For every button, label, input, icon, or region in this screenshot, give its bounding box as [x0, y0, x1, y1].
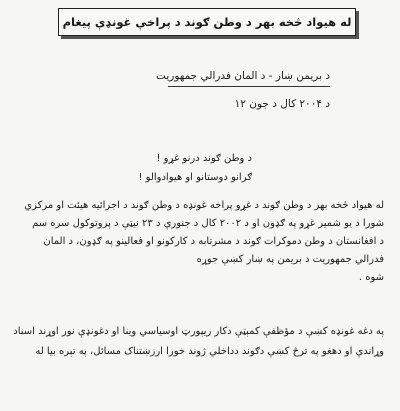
paragraph-1-line-3: د افغانستان د وطن دموکرات ګوند د مشرتابه د کارکونو او فعالینو په ګډون، د المان [43, 236, 384, 247]
paragraph-2-line-1: په دغه غونډه کښې د مؤظفې کمېټې دکار ریپورټ اوسیاسي وینا او دغونډې نور اوړند اسناد [13, 326, 384, 337]
paragraph-1-line-4: فدرالي جمهوریت د بریمن په ښار کښې جوړه [196, 254, 384, 265]
paragraph-2-line-2: وړاندې او دهغو په ترڅ کښې دګوند دداخلي ژوند خورا ارزښتناک مسائل، په تېره بیا له [35, 346, 384, 357]
paragraph-1-line-1: له هیواد څخه بهر د وطن ګوند د غړو پراخه غونډه د وطن ګوند د اجرائیه هیئت او مرکزي [24, 200, 384, 211]
dateline-date: د ۲۰۰۴ کال د جون ۱۲ [234, 98, 330, 110]
paragraph-1-line-2: شورا د یو شمیر غړو په ګډون او د ۲۰۰۲ کال د جنورې د ۲۳ نیټې د پروتوکول سره سم [32, 218, 384, 229]
opening-address: د وطن ګوند درنو غړو ! [156, 153, 252, 164]
dateline-place: د بریمن ښار - د المان فدرالي جمهوریت [156, 70, 330, 82]
paragraph-1-line-5: شوه . [358, 272, 384, 283]
salutation: ګرانو دوستانو او هیوادوالو ! [138, 172, 252, 183]
message-title: له هیواد څخه بهر د وطن ګوند د پراخې غونډې پیغام [62, 15, 352, 29]
message-title-box [58, 8, 356, 36]
dateline-divider [168, 86, 330, 87]
